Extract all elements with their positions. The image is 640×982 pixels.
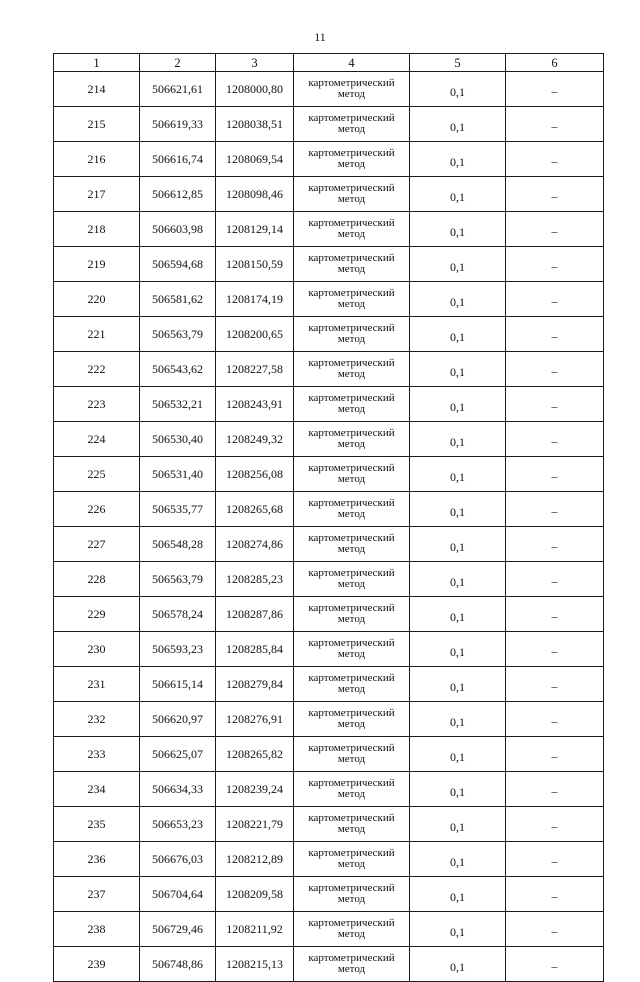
accuracy-value: 0,1 <box>410 142 506 177</box>
coordinate-y: 1208069,54 <box>216 142 294 177</box>
table-row <box>54 842 604 877</box>
note-dash: – <box>506 737 604 772</box>
coordinate-x: 506532,21 <box>140 387 216 422</box>
method-text: метод <box>337 893 366 905</box>
note-dash: – <box>506 212 604 247</box>
point-number: 233 <box>54 737 140 772</box>
note-dash: – <box>506 317 604 352</box>
accuracy-value: 0,1 <box>410 807 506 842</box>
coordinate-y: 1208285,84 <box>216 632 294 667</box>
table-row <box>54 247 604 282</box>
table-row <box>54 877 604 912</box>
method-text: метод <box>337 263 366 275</box>
method-cell <box>294 492 410 527</box>
note-dash: – <box>506 632 604 667</box>
method-text: картометрический <box>308 567 395 579</box>
note-dash: – <box>506 807 604 842</box>
method-text: метод <box>337 613 366 625</box>
point-number: 223 <box>54 387 140 422</box>
coordinate-y: 1208000,80 <box>216 72 294 107</box>
note-dash: – <box>506 702 604 737</box>
table-row <box>54 387 604 422</box>
column-header-6: 6 <box>506 54 604 72</box>
method-text: метод <box>337 753 366 765</box>
method-cell <box>294 842 410 877</box>
coordinate-y: 1208129,14 <box>216 212 294 247</box>
method-text: метод <box>337 578 366 590</box>
table-row <box>54 457 604 492</box>
coordinates-table <box>53 53 604 982</box>
coordinate-x: 506578,24 <box>140 597 216 632</box>
coordinate-y: 1208150,59 <box>216 247 294 282</box>
point-number: 236 <box>54 842 140 877</box>
method-cell <box>294 807 410 842</box>
method-text: картометрический <box>308 497 395 509</box>
coordinate-x: 506625,07 <box>140 737 216 772</box>
coordinate-y: 1208038,51 <box>216 107 294 142</box>
method-text: картометрический <box>308 917 395 929</box>
coordinate-x: 506531,40 <box>140 457 216 492</box>
method-text: картометрический <box>308 252 395 264</box>
coordinate-x: 506603,98 <box>140 212 216 247</box>
coordinate-y: 1208274,86 <box>216 527 294 562</box>
coordinate-y: 1208227,58 <box>216 352 294 387</box>
method-text: метод <box>337 823 366 835</box>
method-text: метод <box>337 788 366 800</box>
coordinate-y: 1208265,68 <box>216 492 294 527</box>
method-cell <box>294 247 410 282</box>
coordinate-x: 506563,79 <box>140 317 216 352</box>
table-row <box>54 352 604 387</box>
coordinate-y: 1208239,24 <box>216 772 294 807</box>
coordinate-x: 506748,86 <box>140 947 216 982</box>
accuracy-value: 0,1 <box>410 842 506 877</box>
accuracy-value: 0,1 <box>410 317 506 352</box>
point-number: 219 <box>54 247 140 282</box>
method-text: картометрический <box>308 462 395 474</box>
method-cell <box>294 632 410 667</box>
table-row <box>54 317 604 352</box>
method-text: картометрический <box>308 952 395 964</box>
point-number: 228 <box>54 562 140 597</box>
method-cell <box>294 177 410 212</box>
point-number: 231 <box>54 667 140 702</box>
point-number: 215 <box>54 107 140 142</box>
method-text: метод <box>337 508 366 520</box>
coordinate-x: 506621,61 <box>140 72 216 107</box>
table-row <box>54 632 604 667</box>
method-text: картометрический <box>308 147 395 159</box>
method-cell <box>294 947 410 982</box>
coordinate-x: 506619,33 <box>140 107 216 142</box>
accuracy-value: 0,1 <box>410 912 506 947</box>
method-cell <box>294 527 410 562</box>
point-number: 214 <box>54 72 140 107</box>
method-text: метод <box>337 333 366 345</box>
coordinate-x: 506704,64 <box>140 877 216 912</box>
table-row <box>54 107 604 142</box>
table-row <box>54 492 604 527</box>
coordinate-x: 506612,85 <box>140 177 216 212</box>
accuracy-value: 0,1 <box>410 212 506 247</box>
accuracy-value: 0,1 <box>410 352 506 387</box>
method-cell <box>294 317 410 352</box>
method-text: картометрический <box>308 532 395 544</box>
column-header-3: 3 <box>216 54 294 72</box>
note-dash: – <box>506 107 604 142</box>
point-number: 229 <box>54 597 140 632</box>
coordinate-x: 506563,79 <box>140 562 216 597</box>
method-cell <box>294 107 410 142</box>
point-number: 224 <box>54 422 140 457</box>
point-number: 222 <box>54 352 140 387</box>
table-row <box>54 282 604 317</box>
method-cell <box>294 702 410 737</box>
table-header <box>54 54 604 72</box>
point-number: 239 <box>54 947 140 982</box>
note-dash: – <box>506 842 604 877</box>
note-dash: – <box>506 877 604 912</box>
method-cell <box>294 912 410 947</box>
note-dash: – <box>506 457 604 492</box>
accuracy-value: 0,1 <box>410 562 506 597</box>
method-cell <box>294 737 410 772</box>
accuracy-value: 0,1 <box>410 282 506 317</box>
coordinate-x: 506616,74 <box>140 142 216 177</box>
method-cell <box>294 457 410 492</box>
accuracy-value: 0,1 <box>410 422 506 457</box>
table-row <box>54 562 604 597</box>
point-number: 221 <box>54 317 140 352</box>
point-number: 217 <box>54 177 140 212</box>
header-row <box>54 54 604 72</box>
table-row <box>54 72 604 107</box>
note-dash: – <box>506 947 604 982</box>
coordinate-x: 506593,23 <box>140 632 216 667</box>
method-text: метод <box>337 88 366 100</box>
method-cell <box>294 142 410 177</box>
column-header-2: 2 <box>140 54 216 72</box>
table-row <box>54 177 604 212</box>
coordinate-y: 1208200,65 <box>216 317 294 352</box>
coordinate-x: 506530,40 <box>140 422 216 457</box>
table-body <box>54 72 604 982</box>
table-row <box>54 527 604 562</box>
accuracy-value: 0,1 <box>410 597 506 632</box>
coordinate-x: 506653,23 <box>140 807 216 842</box>
method-text: метод <box>337 123 366 135</box>
method-text: картометрический <box>308 287 395 299</box>
table-row <box>54 947 604 982</box>
accuracy-value: 0,1 <box>410 492 506 527</box>
coordinate-x: 506620,97 <box>140 702 216 737</box>
method-text: метод <box>337 298 366 310</box>
table-row <box>54 702 604 737</box>
method-cell <box>294 72 410 107</box>
coordinate-y: 1208256,08 <box>216 457 294 492</box>
table-row <box>54 807 604 842</box>
coordinate-y: 1208211,92 <box>216 912 294 947</box>
column-header-1: 1 <box>54 54 140 72</box>
note-dash: – <box>506 142 604 177</box>
point-number: 226 <box>54 492 140 527</box>
method-text: картометрический <box>308 707 395 719</box>
accuracy-value: 0,1 <box>410 457 506 492</box>
note-dash: – <box>506 492 604 527</box>
note-dash: – <box>506 597 604 632</box>
method-text: картометрический <box>308 392 395 404</box>
note-dash: – <box>506 667 604 702</box>
method-text: картометрический <box>308 77 395 89</box>
method-text: метод <box>337 438 366 450</box>
method-text: метод <box>337 543 366 555</box>
method-text: картометрический <box>308 182 395 194</box>
coordinate-y: 1208285,23 <box>216 562 294 597</box>
note-dash: – <box>506 247 604 282</box>
accuracy-value: 0,1 <box>410 737 506 772</box>
point-number: 238 <box>54 912 140 947</box>
coordinate-x: 506615,14 <box>140 667 216 702</box>
method-text: метод <box>337 718 366 730</box>
coordinate-y: 1208265,82 <box>216 737 294 772</box>
method-text: картометрический <box>308 112 395 124</box>
table-row <box>54 597 604 632</box>
point-number: 218 <box>54 212 140 247</box>
method-text: метод <box>337 193 366 205</box>
note-dash: – <box>506 912 604 947</box>
accuracy-value: 0,1 <box>410 632 506 667</box>
method-cell <box>294 212 410 247</box>
method-text: метод <box>337 403 366 415</box>
method-cell <box>294 772 410 807</box>
coordinate-x: 506676,03 <box>140 842 216 877</box>
method-text: метод <box>337 928 366 940</box>
method-text: картометрический <box>308 217 395 229</box>
method-text: метод <box>337 368 366 380</box>
coordinate-y: 1208249,32 <box>216 422 294 457</box>
coordinate-y: 1208209,58 <box>216 877 294 912</box>
note-dash: – <box>506 352 604 387</box>
method-cell <box>294 667 410 702</box>
note-dash: – <box>506 562 604 597</box>
accuracy-value: 0,1 <box>410 107 506 142</box>
method-text: картометрический <box>308 322 395 334</box>
method-cell <box>294 282 410 317</box>
accuracy-value: 0,1 <box>410 947 506 982</box>
accuracy-value: 0,1 <box>410 877 506 912</box>
column-header-4: 4 <box>294 54 410 72</box>
coordinate-y: 1208098,46 <box>216 177 294 212</box>
method-text: картометрический <box>308 882 395 894</box>
accuracy-value: 0,1 <box>410 72 506 107</box>
method-text: метод <box>337 648 366 660</box>
coordinate-y: 1208174,19 <box>216 282 294 317</box>
method-text: метод <box>337 473 366 485</box>
accuracy-value: 0,1 <box>410 247 506 282</box>
note-dash: – <box>506 422 604 457</box>
note-dash: – <box>506 72 604 107</box>
method-text: картометрический <box>308 672 395 684</box>
coordinate-y: 1208212,89 <box>216 842 294 877</box>
method-cell <box>294 352 410 387</box>
table-row <box>54 422 604 457</box>
method-text: картометрический <box>308 602 395 614</box>
coordinate-y: 1208221,79 <box>216 807 294 842</box>
method-text: картометрический <box>308 847 395 859</box>
table-row <box>54 142 604 177</box>
method-text: метод <box>337 228 366 240</box>
coordinate-x: 506594,68 <box>140 247 216 282</box>
coordinate-y: 1208215,13 <box>216 947 294 982</box>
method-cell <box>294 562 410 597</box>
point-number: 216 <box>54 142 140 177</box>
coordinate-x: 506535,77 <box>140 492 216 527</box>
coordinate-x: 506634,33 <box>140 772 216 807</box>
table-row <box>54 667 604 702</box>
note-dash: – <box>506 387 604 422</box>
method-text: картометрический <box>308 777 395 789</box>
note-dash: – <box>506 177 604 212</box>
point-number: 225 <box>54 457 140 492</box>
method-cell <box>294 387 410 422</box>
table-row <box>54 212 604 247</box>
method-text: метод <box>337 858 366 870</box>
method-cell <box>294 597 410 632</box>
accuracy-value: 0,1 <box>410 702 506 737</box>
note-dash: – <box>506 772 604 807</box>
accuracy-value: 0,1 <box>410 667 506 702</box>
point-number: 230 <box>54 632 140 667</box>
point-number: 232 <box>54 702 140 737</box>
column-header-5: 5 <box>410 54 506 72</box>
point-number: 235 <box>54 807 140 842</box>
method-cell <box>294 877 410 912</box>
method-text: метод <box>337 158 366 170</box>
table-row <box>54 772 604 807</box>
note-dash: – <box>506 282 604 317</box>
coordinate-y: 1208287,86 <box>216 597 294 632</box>
coordinate-x: 506729,46 <box>140 912 216 947</box>
coordinate-x: 506581,62 <box>140 282 216 317</box>
method-text: картометрический <box>308 427 395 439</box>
accuracy-value: 0,1 <box>410 387 506 422</box>
note-dash: – <box>506 527 604 562</box>
page-number: 11 <box>314 30 326 44</box>
coordinate-y: 1208279,84 <box>216 667 294 702</box>
accuracy-value: 0,1 <box>410 527 506 562</box>
point-number: 220 <box>54 282 140 317</box>
method-text: метод <box>337 683 366 695</box>
coordinate-y: 1208276,91 <box>216 702 294 737</box>
accuracy-value: 0,1 <box>410 177 506 212</box>
method-text: картометрический <box>308 357 395 369</box>
method-text: метод <box>337 963 366 975</box>
table-row <box>54 912 604 947</box>
coordinate-x: 506548,28 <box>140 527 216 562</box>
method-text: картометрический <box>308 812 395 824</box>
accuracy-value: 0,1 <box>410 772 506 807</box>
coordinate-x: 506543,62 <box>140 352 216 387</box>
method-text: картометрический <box>308 742 395 754</box>
point-number: 234 <box>54 772 140 807</box>
method-text: картометрический <box>308 637 395 649</box>
coordinate-y: 1208243,91 <box>216 387 294 422</box>
point-number: 237 <box>54 877 140 912</box>
table-row <box>54 737 604 772</box>
point-number: 227 <box>54 527 140 562</box>
method-cell <box>294 422 410 457</box>
